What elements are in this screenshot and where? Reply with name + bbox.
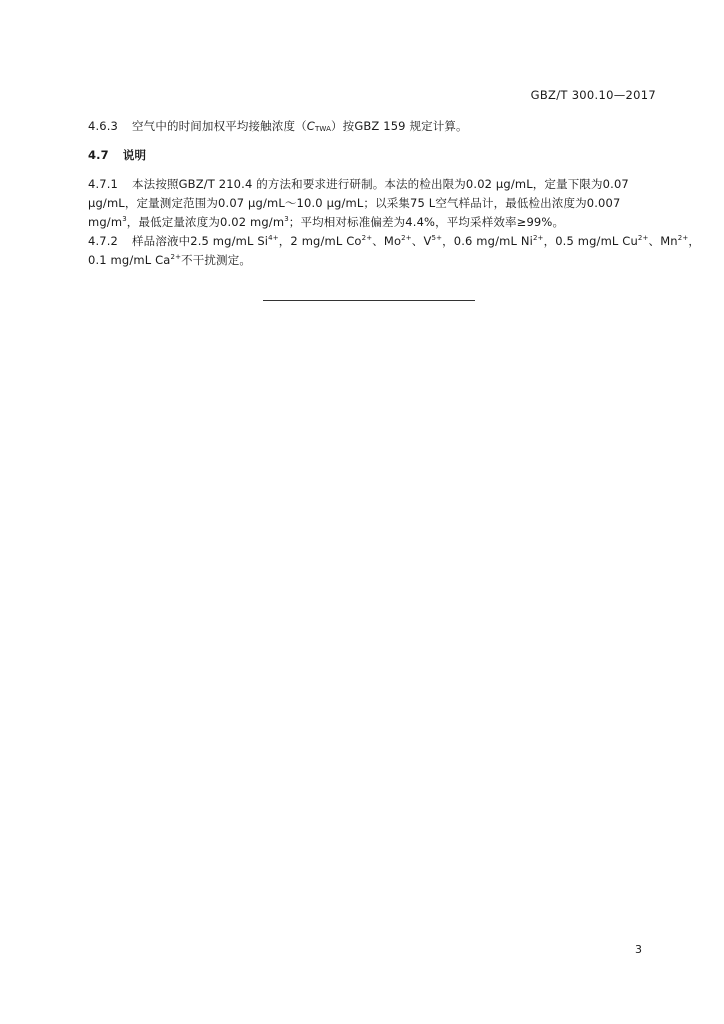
ion-charge: 2+ (637, 234, 649, 242)
clause-number: 4.6.3 (88, 119, 119, 133)
clause-text: ；平均相对标准偏差为4.4%，平均采样效率≥99%。 (288, 215, 565, 229)
clause-4-7-1-line-1 (88, 177, 629, 192)
clause-text: 样品溶液中2.5 mg/mL Si (132, 234, 269, 248)
clause-number: 4.7.2 (88, 234, 119, 248)
clause-text: 、V (411, 234, 432, 248)
section-4-7-heading (88, 148, 146, 163)
clause-text: ，最低定量浓度为0.02 mg/m (126, 215, 285, 229)
superscript: 3 (122, 215, 127, 223)
clause-text: 不干扰测定。 (181, 253, 251, 267)
clause-4-6-3 (88, 119, 468, 134)
clause-text: 本法按照GBZ/T 210.4 的方法和要求进行研制。本法的检出限为0.02 μg/mL，定量下限为0.07 (132, 177, 629, 191)
ion-charge: 2+ (401, 234, 412, 242)
ion-charge: 5+ (431, 234, 443, 242)
clause-4-7-2-line-2 (88, 253, 251, 268)
clause-text: 0.1 mg/mL Ca (88, 253, 171, 267)
clause-4-7-1-line-3 (88, 215, 564, 230)
clause-text: ，0.5 mg/mL Cu (543, 234, 638, 248)
clause-text: μg/mL，定量测定范围为0.07 μg/mL～10.0 μg/mL；以采集75 L空气样品计，最低检出浓度为0.007 (88, 196, 621, 210)
ion-charge: 2+ (170, 253, 182, 261)
clause-text: ，2 mg/mL Co (278, 234, 362, 248)
standard-code-header: GBZ/T 300.10—2017 (530, 88, 656, 102)
clause-text: 空气中的时间加权平均接触浓度（ (132, 119, 307, 133)
concentration-subscript: TWA (314, 125, 332, 133)
end-of-standard-rule (263, 300, 475, 301)
section-title: 说明 (122, 148, 147, 162)
ion-charge: 2+ (361, 234, 373, 242)
page-number: 3 (635, 943, 642, 956)
clause-4-7-1-line-2 (88, 196, 620, 211)
clause-text: 、Mn (648, 234, 678, 248)
clause-text: 、Mo (372, 234, 402, 248)
section-number: 4.7 (88, 148, 109, 162)
ion-charge: 2+ (677, 234, 689, 242)
clause-text: mg/m (88, 215, 123, 229)
ion-charge: 2+ (532, 234, 544, 242)
clause-text: ，0.6 mg/mL Ni (442, 234, 533, 248)
clause-number: 4.7.1 (88, 177, 119, 191)
concentration-symbol: C (306, 119, 315, 133)
clause-4-7-2-line-1 (88, 234, 700, 249)
clause-text: ）按GBZ 159 规定计算。 (331, 119, 468, 133)
ion-charge: 4+ (268, 234, 279, 242)
clause-text: ， (688, 234, 700, 248)
superscript: 3 (284, 215, 289, 223)
